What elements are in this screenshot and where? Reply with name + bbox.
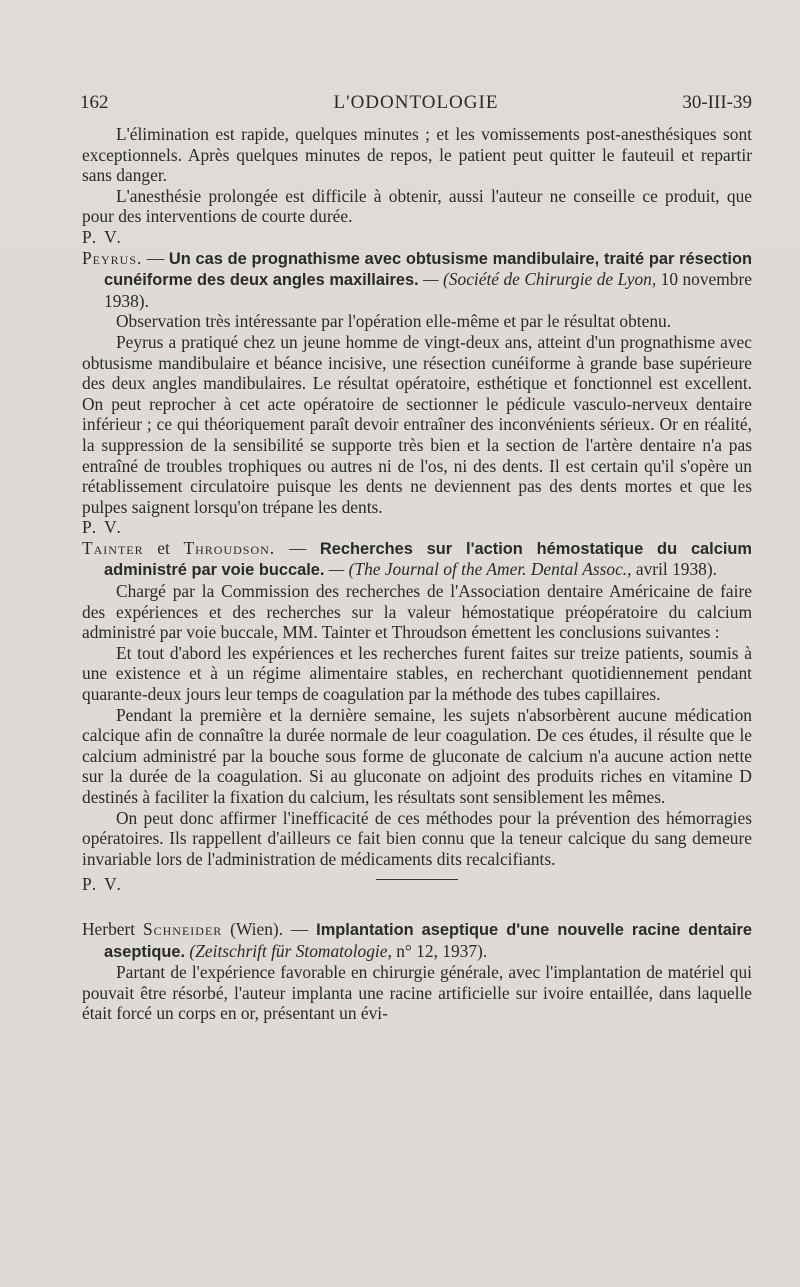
paragraph: Et tout d'abord les expériences et les recherches furent faites sur treize patients, soumis à une existence et à un régime alimentaire stables, en recherchant quotidiennement pendant quarante-deux jours leur temps de coagulation par la méthode des tubes capillaires. [82,642,752,705]
paragraph: Peyrus a pratiqué chez un jeune homme de vingt-deux ans, atteint d'un prognathisme avec obtusisme mandibulaire et béance incisive, une résection cunéiforme à grande base supérieure des deux angles mandibulaires. Le résultat opératoire, esthétique et fonctionnel est excellent. On peut reprocher à cet acte opératoire de sectionner le pédicule vasculo-nerveux dentaire inférieur ; ce qui théoriquement paraît devoir entraîner des inconvénients sérieux. Or en réalité, la suppression de la sensibilité se supporte très bien et la section de l'artère dentaire n'a pas entraîné de troubles trophiques ou autres ni de l'os, ni des dents. Il est certain qu'il s'opère un rétablissement circulatoire puisque les dents ne deviennent pas des dents mortes et que les pulpes saignent lorsqu'on trépane les dents. [82,331,752,517]
author-name: Schneider [142,918,223,939]
spacer [82,895,752,919]
review-entry-heading [82,538,752,581]
entry-source: (Zeitschrift für Stomatologie, [185,940,397,961]
entry-date: avril 1938). [635,559,717,580]
signature: P. V. [82,874,123,895]
running-header [80,92,752,118]
entry-title: Implantation aseptique d'une nouvelle racine dentaire aseptique. [104,920,752,961]
entry-title: Recherches sur l'action hémostatique du calcium administré par voie buccale. [104,539,752,580]
review-entry-heading [82,248,752,312]
page-number: 162 [80,92,109,113]
entry-date: n° 12, 1937). [396,940,488,961]
dash: — [142,247,169,268]
paragraph: L'anesthésie prolongée est difficile à obtenir, aussi l'auteur ne conseille ce produit, que pour des interventions de courte durée. [82,185,752,227]
paragraph: Observation très intéressante par l'opération elle-même et par le résultat obtenu. [116,311,672,332]
paragraph: On peut donc affirmer l'inefficacité de ces méthodes pour la prévention des hémorragies opératoires. Ils rappellent d'ailleurs ce fait bien connu que la teneur calcique du sang demeure invariable lors de l'administration de médicaments dits recalcifiants. [82,807,752,869]
author-name: Peyrus. [82,247,143,268]
issue-date: 30-III-39 [682,92,752,113]
signature: P. V. [82,517,123,538]
paragraph: L'élimination est rapide, quelques minutes ; et les vomissements post-anesthésiques sont exceptionnels. Après quelques minutes de repos, le patient peut quitter le fauteuil et repartir sans danger. [82,124,752,186]
article-body [82,124,752,1024]
entry-title: Un cas de prognathisme avec obtusisme mandibulaire, traité par résection cunéiforme des deux angles maxillaires. [104,249,752,290]
entry-source: — (The Journal of the Amer. Dental Assoc., [324,559,636,580]
entry-source: — (Société de Chirurgie de Lyon, [418,269,661,290]
author-name: Tainter [82,537,144,558]
author-first-name: Herbert [82,918,143,939]
paragraph: Chargé par la Commission des recherches de l'Association dentaire Américaine de faire des expériences et des recherches sur la valeur hémostatique préopératoire du calcium administré par voie buccale, MM. Tainter et Throudson émettent les conclusions suivantes : [82,581,752,643]
author-place: (Wien). — [222,918,317,939]
entry-date: 10 novembre 1938). [104,269,752,311]
paragraph: Pendant la première et la dernière semaine, les sujets n'absorbèrent aucune médication calcique afin de connaître la durée normale de leur coagulation. De ces études, il résulte que le calcium administré par la bouche sous forme de gluconate de calcium n'a aucune action nette sur la durée de la coagulation. Si au gluconate on adjoint des produits riches en vitamine D destinés à faciliter la fixation du calcium, les résultats sont sensiblement les mêmes. [82,704,752,807]
review-entry-heading [82,919,752,962]
paragraph: Partant de l'expérience favorable en chirurgie générale, avec l'implantation de matériel qui pouvait être résorbé, l'auteur implanta une racine artificielle sur ivoire entaillée, dans laquelle était forcé un corps en or, présentant un évi- [82,962,752,1024]
conjunction: et [143,537,184,558]
journal-title: L'ODONTOLOGIE [333,92,499,113]
signature: P. V. [82,226,123,247]
author-name: Throudson. [183,537,276,558]
dash: — [275,537,320,558]
